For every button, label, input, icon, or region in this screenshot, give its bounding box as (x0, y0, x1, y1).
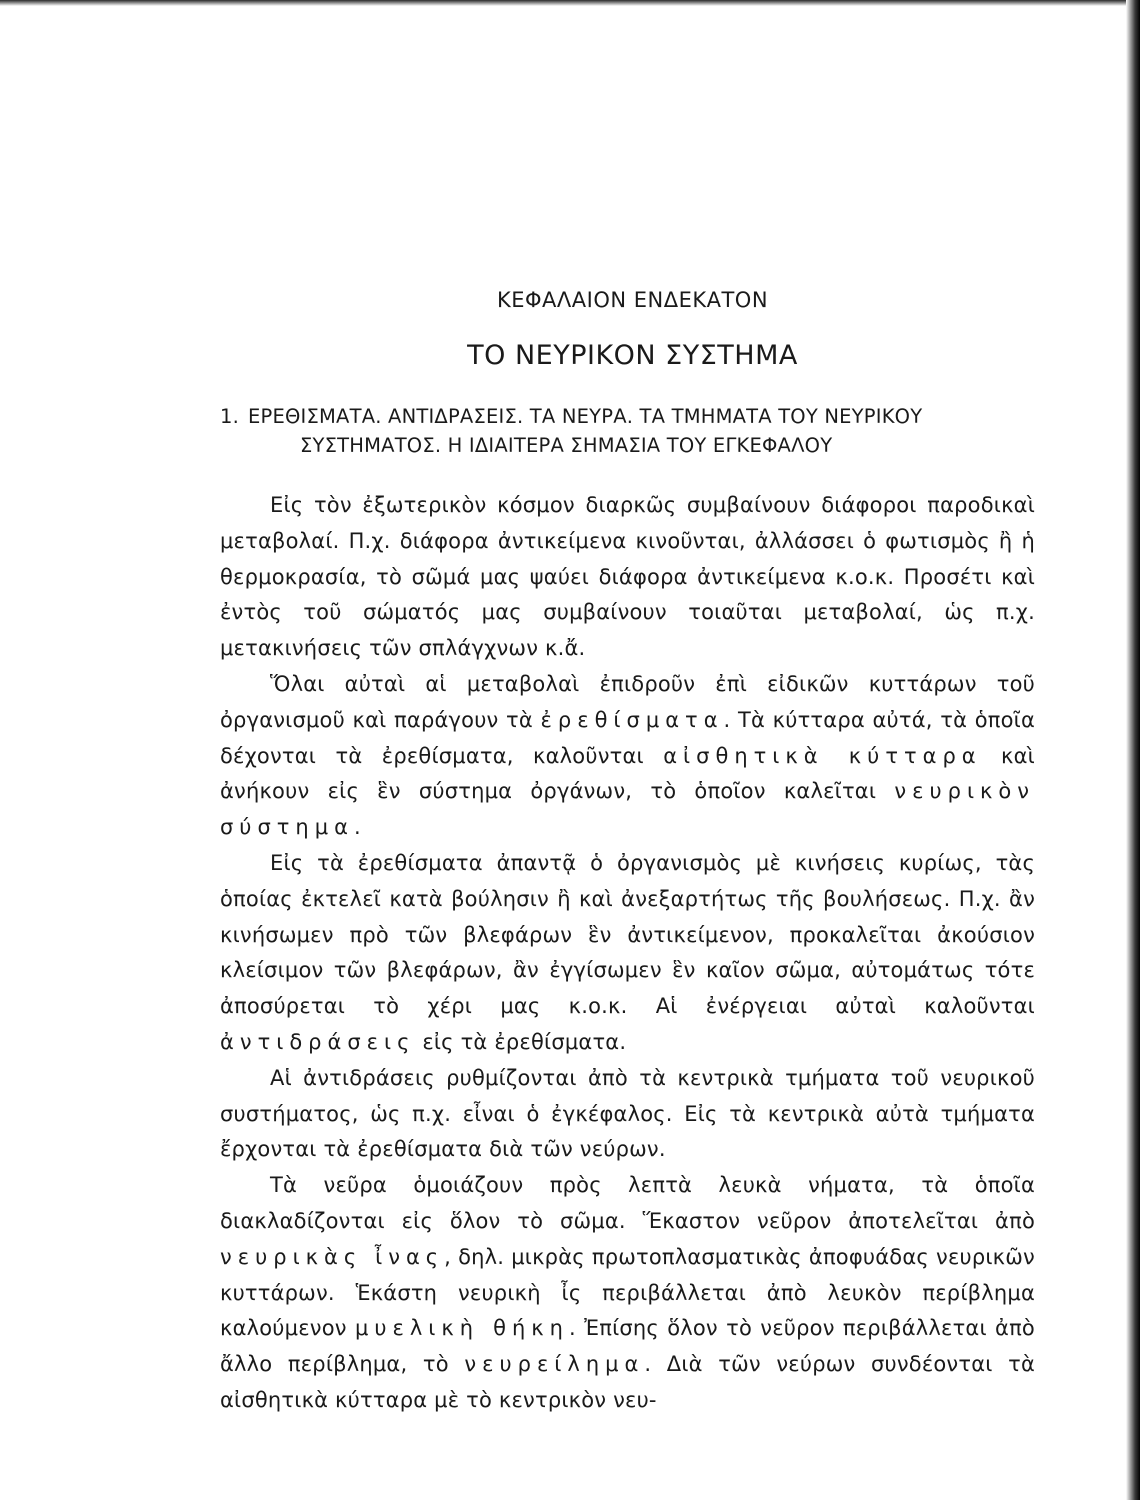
section-heading-text: ΕΡΕΘΙΣΜΑΤΑ. ΑΝΤΙΔΡΑΣΕΙΣ. ΤΑ ΝΕΥΡΑ. ΤΑ ΤΜΗΜΑΤΑ ΤΟΥ ΝΕΥΡΙΚΟΥ ΣΥΣΤΗΜΑΤΟΣ. Η ΙΔΙΑΙΤΕΡΑ ΣΗΜΑΣΙΑ ΤΟΥ ΕΓΚΕΦΑΛΟΥ (248, 405, 923, 457)
paragraph-3-text-a: Εἰς τὰ ἐρεθίσματα ἀπαντᾷ ὁ ὀργανισμὸς μὲ κινήσεις κυρίως, τὰς ὁποίας ἐκτελεῖ κατὰ βούλησιν ἢ καὶ ἀνεξαρτήτως τῆς βουλήσεως. Π.χ. ἂν κινήσωμεν πρὸ τῶν βλεφάρων ἓν ἀντικείμενον, προκαλεῖται ἀκούσιον κλείσιμον τῶν βλεφάρων, ἂν ἐγγίσωμεν ἓν καῖον σῶμα, αὐτομάτως τότε ἀποσύρεται τὸ χέρι μας κ.ο.κ. Αἱ ἐνέργειαι αὐταὶ καλοῦνται (220, 850, 1035, 1019)
term-erethismata: ἐρεθίσματα (540, 707, 724, 732)
paragraph-5-text-a: Τὰ νεῦρα ὁμοιάζουν πρὸς λεπτὰ λευκὰ νήματα, τὰ ὁποῖα διακλαδίζονται εἰς ὅλον τὸ σῶμα. Ἕκαστον νεῦρον ἀποτελεῖται ἀπὸ (220, 1173, 1035, 1233)
chapter-label: ΚΕΦΑΛΑΙΟΝ ΕΝΔΕΚΑΤΟΝ (496, 288, 769, 312)
term-neurikon-systima: νευρικὸν σύστημα (220, 779, 1035, 840)
paragraph-3 (220, 846, 1035, 1061)
paragraph-2-text-c: καὶ ἀνήκουν εἰς ἓν σύστημα ὀργάνων, τὸ ὁποῖον καλεῖται (220, 743, 1035, 804)
scan-border-top (0, 0, 1140, 6)
section-heading (220, 402, 1035, 460)
paragraph-2-text-d: . (353, 815, 361, 840)
term-myeliki-thiki: μυελικὴ θήκη (354, 1316, 569, 1341)
scan-border-right (1126, 0, 1140, 1500)
paragraph-3-text-b: εἰς τὰ ἐρεθίσματα. (422, 1029, 627, 1054)
paragraph-2-text-b: . Τὰ κύτταρα αὐτά, τὰ ὁποῖα δέχονται τὰ ἐρεθίσματα, καλοῦνται (220, 707, 1035, 768)
paragraph-2-text-a: Ὅλαι αὐταὶ αἱ μεταβολαὶ ἐπιδροῦν ἐπὶ εἰδικῶν κυττάρων τοῦ ὀργανισμοῦ καὶ παράγουν τὰ (220, 671, 1035, 732)
term-neurikas-inas: νευρικὰς ἶνας (220, 1244, 445, 1269)
term-neureilima: νευρείλημα (464, 1352, 645, 1377)
paragraph-5 (220, 1168, 1035, 1419)
paragraph-4: Αἱ ἀντιδράσεις ρυθμίζονται ἀπὸ τὰ κεντρικὰ τμήματα τοῦ νευρικοῦ συστήματος, ὡς π.χ. εἶναι ὁ ἐγκέφαλος. Εἰς τὰ κεντρικὰ αὐτὰ τμήματα ἔρχονται τὰ ἐρεθίσματα διὰ τῶν νεύρων. (220, 1065, 1035, 1162)
chapter-title: ΤΟ ΝΕΥΡΙΚΟΝ ΣΥΣΤΗΜΑ (467, 340, 798, 371)
term-antidraseis: ἀντιδράσεις (220, 1029, 416, 1054)
section-number: 1. (220, 405, 240, 428)
paragraph-2 (220, 667, 1035, 846)
book-page (220, 280, 1035, 1419)
paragraph-5-text-d: . Διὰ τῶν νεύρων συνδέονται τὰ αἰσθητικὰ κύτταρα μὲ τὸ κεντρικὸν νευ- (220, 1352, 1036, 1412)
paragraph-1: Εἰς τὸν ἐξωτερικὸν κόσμον διαρκῶς συμβαίνουν διάφοροι παροδικαὶ μεταβολαί. Π.χ. διάφορα ἀντικείμενα κινοῦνται, ἀλλάσσει ὁ φωτισμὸς ἢ ἡ θερμοκρασία, τὸ σῶμά μας ψαύει διάφορα ἀντικείμενα κ.ο.κ. Προσέτι καὶ ἐντὸς τοῦ σώματός μας συμβαίνουν τοιαῦται μεταβολαί, ὡς π.χ. μετακινήσεις τῶν σπλάγχνων κ.ἄ. (220, 493, 1035, 661)
paragraph-5-text-c: . Ἐπίσης ὅλον τὸ νεῦρον περιβάλλεται ἀπὸ ἄλλο περίβλημα, τὸ (220, 1316, 1035, 1377)
body-text (220, 488, 1035, 1419)
term-aisthitika-kyttara: αἰσθητικὰ κύτταρα (663, 743, 982, 768)
paragraph-5-text-b: , δηλ. μικρὰς πρωτοπλασματικὰς ἀποφυάδας νευρικῶν κυττάρων. Ἑκάστη νευρικὴ ἶς περιβάλλεται ἀπὸ λευκὸν περίβλημα καλούμενον (220, 1244, 1035, 1341)
